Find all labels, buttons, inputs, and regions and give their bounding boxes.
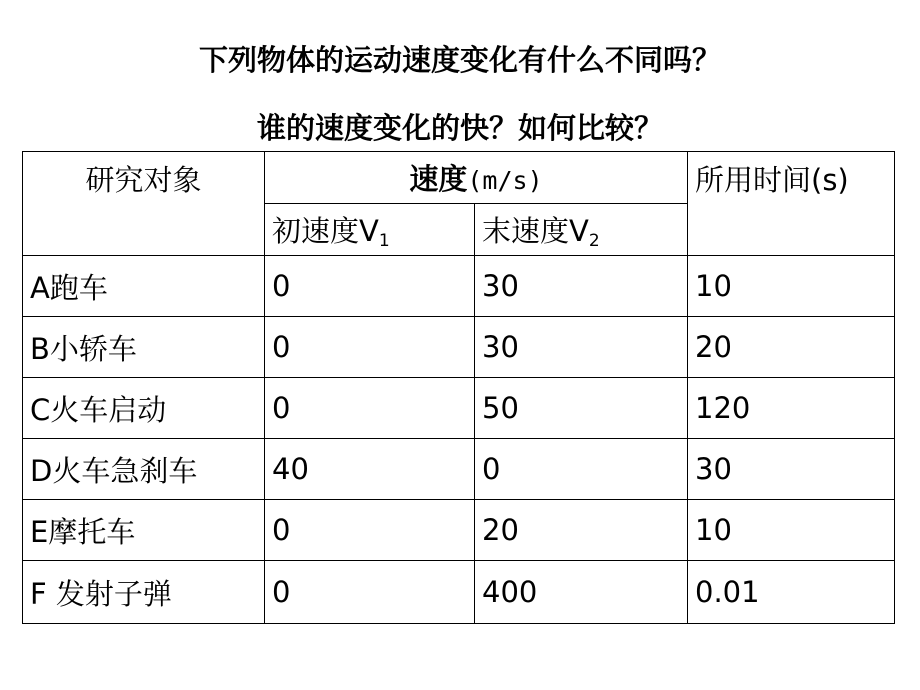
table-row	[23, 439, 895, 500]
header-initial-sub: 1	[378, 231, 390, 251]
cell-object: D火车急刹车	[23, 439, 265, 500]
header-initial-speed	[265, 204, 475, 256]
cell-time: 30	[688, 439, 895, 500]
cell-object: C火车启动	[23, 378, 265, 439]
header-object: 研究对象	[23, 152, 265, 256]
cell-v1: 0	[265, 561, 475, 624]
page-subtitle: 谁的速度变化的快？如何比较？	[256, 111, 663, 145]
cell-v2: 0	[475, 439, 688, 500]
table-row	[23, 256, 895, 317]
cell-v2: 30	[475, 256, 688, 317]
cell-v2: 400	[475, 561, 688, 624]
cell-v1: 0	[265, 256, 475, 317]
page-title: 下列物体的运动速度变化有什么不同吗？	[198, 43, 721, 77]
cell-time: 10	[688, 500, 895, 561]
cell-object: B小轿车	[23, 317, 265, 378]
table-row	[23, 378, 895, 439]
cell-object: E摩托车	[23, 500, 265, 561]
header-initial-label: 初速度V	[272, 214, 379, 248]
cell-v2: 50	[475, 378, 688, 439]
cell-time: 0.01	[688, 561, 895, 624]
header-speed-unit: (m/s)	[467, 166, 543, 195]
cell-v1: 0	[265, 317, 475, 378]
header-speed	[265, 152, 688, 204]
table-row	[23, 500, 895, 561]
cell-v1: 0	[265, 500, 475, 561]
header-speed-label: 速度	[409, 162, 468, 196]
cell-v2: 30	[475, 317, 688, 378]
cell-v2: 20	[475, 500, 688, 561]
header-row	[23, 152, 895, 204]
header-time: 所用时间(s)	[688, 152, 895, 256]
cell-time: 120	[688, 378, 895, 439]
header-final-speed	[475, 204, 688, 256]
header-final-label: 末速度V	[482, 214, 589, 248]
cell-v1: 40	[265, 439, 475, 500]
header-final-sub: 2	[588, 231, 600, 251]
table-row	[23, 317, 895, 378]
cell-time: 20	[688, 317, 895, 378]
cell-object: F 发射子弹	[23, 561, 265, 624]
cell-v1: 0	[265, 378, 475, 439]
table-row	[23, 561, 895, 624]
speed-table	[22, 151, 895, 624]
cell-object: A跑车	[23, 256, 265, 317]
cell-time: 10	[688, 256, 895, 317]
